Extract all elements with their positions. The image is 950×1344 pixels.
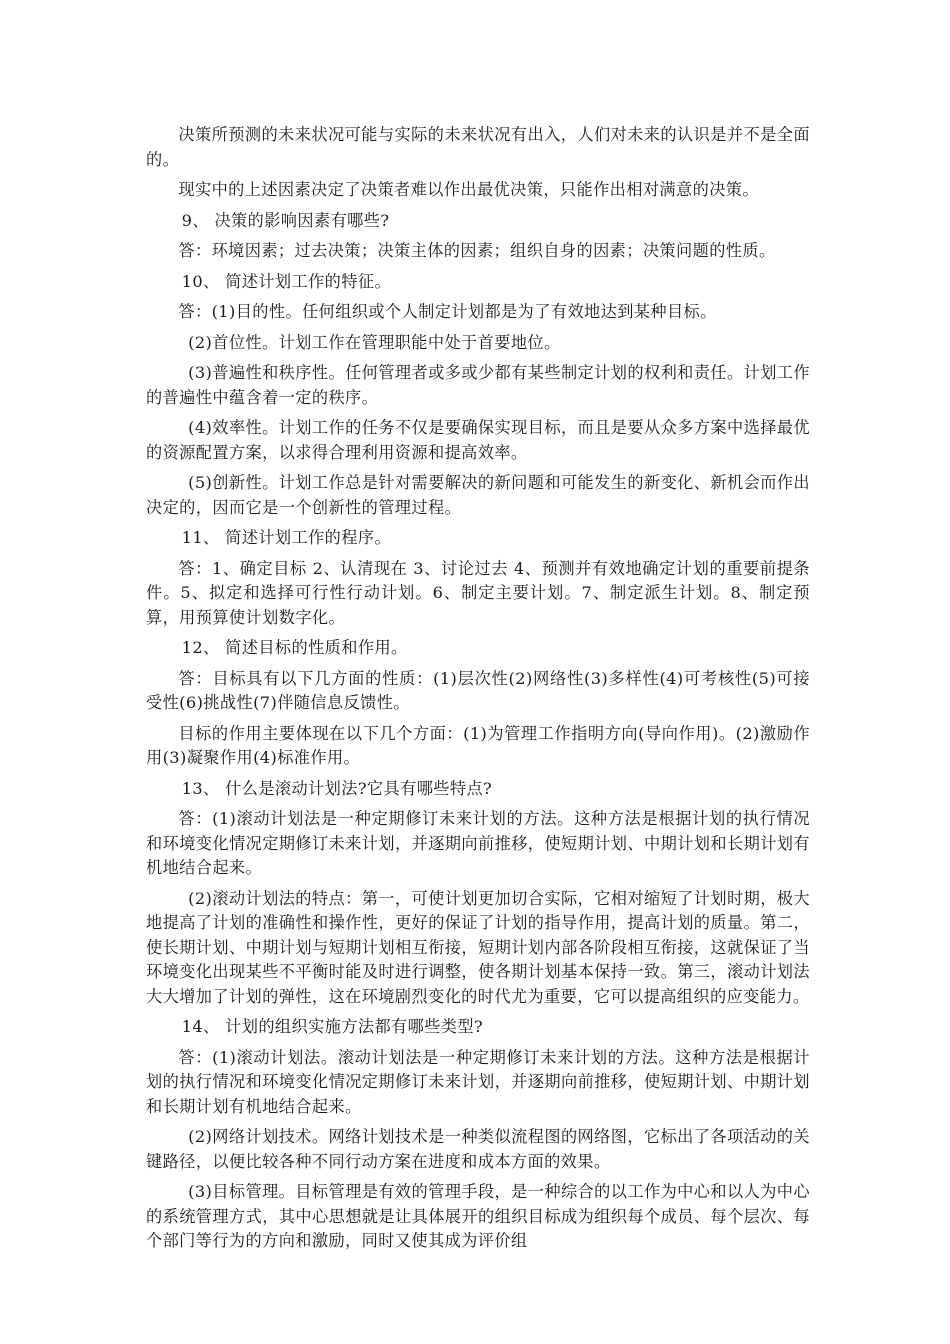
paragraph: 现实中的上述因素决定了决策者难以作出最优决策，只能作出相对满意的决策。 — [178, 180, 759, 199]
document-page — [146, 123, 810, 1260]
answer-paragraph: 目标的作用主要体现在以下几个方面：(1)为管理工作指明方向(导向作用)。(2)激励作用(3)凝聚作用(4)标准作用。 — [146, 723, 810, 767]
answer-paragraph: 答：1、确定目标 2、认清现在 3、讨论过去 4、预测并有效地确定计划的重要前提条件。5、拟定和选择可行性行动计划。6、制定主要计划。7、制定派生计划。8、制定预算，用预算使计划数字化。 — [146, 558, 810, 627]
answer-subpoint: (2)网络计划技术。网络计划技术是一种类似流程图的网络图，它标出了各项活动的关键路径，以便比较各种不同行动方案在进度和成本方面的效果。 — [146, 1127, 810, 1171]
answer-paragraph: 答：(1)滚动计划法。滚动计划法是一种定期修订未来计划的方法。这种方法是根据计划的执行情况和环境变化情况定期修订未来计划，并逐期向前推移，使短期计划、中期计划和长期计划有机地结合起来。 — [146, 1047, 810, 1116]
paragraph: 决策所预测的未来状况可能与实际的未来状况有出入，人们对未来的认识是并不是全面的。 — [146, 125, 810, 169]
question-heading: 13、 什么是滚动计划法?它具有哪些特点? — [181, 778, 493, 798]
answer-subpoint: (2)首位性。计划工作在管理职能中处于首要地位。 — [188, 332, 561, 352]
answer-subpoint: (4)效率性。计划工作的任务不仅是要确保实现目标，而且是要从众多方案中选择最优的资源配置方案，以求得合理利用资源和提高效率。 — [146, 418, 810, 462]
question-heading: 12、 简述目标的性质和作用。 — [181, 638, 408, 657]
answer-subpoint: (3)普遍性和秩序性。任何管理者或多或少都有某些制定计划的权利和责任。计划工作的普遍性中蕴含着一定的秩序。 — [146, 363, 810, 407]
question-heading: 14、 计划的组织实施方法都有哪些类型? — [181, 1017, 484, 1036]
question-heading: 11、 简述计划工作的程序。 — [181, 528, 392, 547]
answer-paragraph: 答：环境因素；过去决策；决策主体的因素；组织自身的因素；决策问题的性质。 — [178, 241, 776, 260]
question-heading: 10、 简述计划工作的特征。 — [181, 271, 392, 291]
answer-subpoint: (5)创新性。计划工作总是针对需要解决的新问题和可能发生的新变化、新机会而作出决定的，因而它是一个创新性的管理过程。 — [146, 473, 810, 517]
answer-paragraph: 答：目标具有以下几方面的性质：(1)层次性(2)网络性(3)多样性(4)可考核性(5)可接受性(6)挑战性(7)伴随信息反馈性。 — [146, 668, 810, 712]
answer-paragraph: 答：(1)滚动计划法是一种定期修订未来计划的方法。这种方法是根据计划的执行情况和环境变化情况定期修订未来计划，并逐期向前推移，使短期计划、中期计划和长期计划有机地结合起来。 — [146, 809, 810, 877]
answer-subpoint: (2)滚动计划法的特点：第一，可使计划更加切合实际，它相对缩短了计划时期，极大地提高了计划的准确性和操作性，更好的保证了计划的指导作用，提高计划的质量。第二，使长期计划、中期计划与短期计划相互衔接，短期计划内部各阶段相互衔接，这就保证了当环境变化出现某些不平衡时能及时进行调整，使各期计划基本保持一致。第三，滚动计划法大大增加了计划的弹性，这在环境剧烈变化的时代尤为重要，它可以提高组织的应变能力。 — [146, 888, 810, 1006]
answer-subpoint: (3)目标管理。目标管理是有效的管理手段，是一种综合的以工作为中心和以人为中心的系统管理方式，其中心思想就是让具体展开的组织目标成为组织每个成员、每个层次、每个部门等行为的方向和激励，同时又使其成为评价组 — [146, 1182, 810, 1250]
question-heading: 9、 决策的影响因素有哪些? — [181, 210, 390, 230]
answer-paragraph: 答：(1)目的性。任何组织或个人制定计划都是为了有效地达到某种目标。 — [178, 302, 717, 321]
